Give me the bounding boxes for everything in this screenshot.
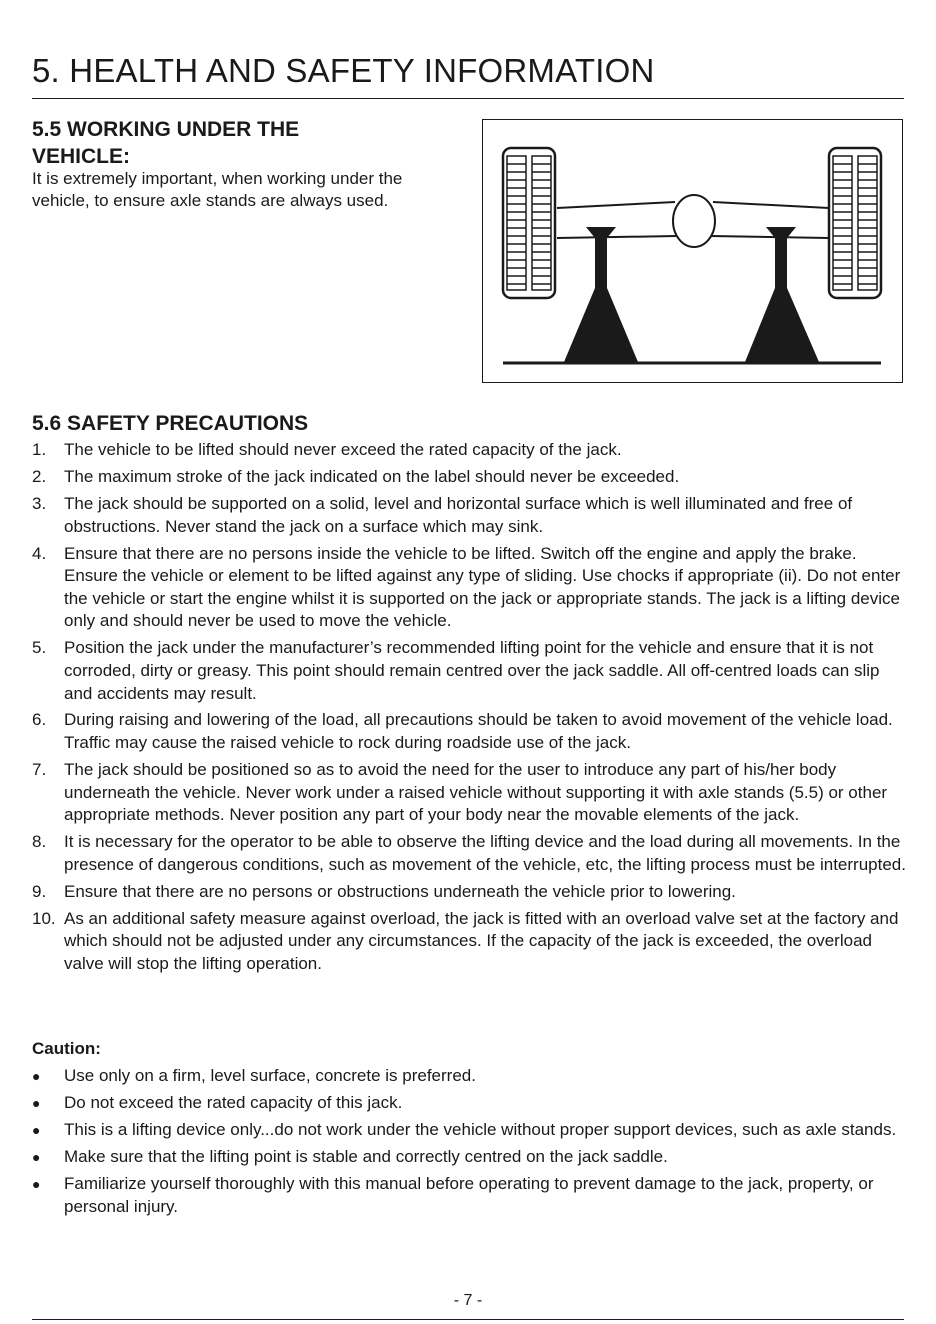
- bullet-icon: ●: [32, 1121, 41, 1138]
- list-item: 2. The maximum stroke of the jack indicated on the label should never be exceeded.: [32, 466, 680, 486]
- left-tyre: [503, 148, 555, 298]
- list-item: ● Use only on a firm, level surface, concrete is preferred.: [32, 1065, 906, 1088]
- differential-housing: [673, 195, 715, 247]
- list-item: 5. Position the jack under the manufacturer’s recommended lifting point for the vehicle and ensure that it is not corroded, dirty or greasy. This point should remain centred over the jack saddle. All off-centred loads can slip and accidents may result.: [32, 638, 880, 703]
- section-5-5-heading: [32, 116, 452, 170]
- section-5-6-heading: 5.6 SAFETY PRECAUTIONS: [32, 412, 309, 435]
- axle-stands-figure: [482, 119, 903, 383]
- bullet-icon: ●: [32, 1068, 41, 1084]
- list-item: 3. The jack should be supported on a solid, level and horizontal surface which is well illuminated and free of obstructions. Never stand the jack on a surface which may sink.: [32, 493, 853, 536]
- section-5-5-text: It is extremely important, when working under the vehicle, to ensure axle stands are always used.: [32, 169, 403, 210]
- list-item: 7. The jack should be positioned so as to avoid the need for the user to introduce any part of his/her body underneath the vehicle. Never work under a raised vehicle without supporting it with axle stands (5.5) or other appropriate methods. Never position any part of your body near the movable elements of the jack.: [32, 760, 888, 825]
- list-item: 10. As an additional safety measure against overload, the jack is fitted with an overload valve set at the factory and which should not be adjusted under any circumstances. If the capacity of the jack is exceeded, the overload valve will stop the lifting operation.: [32, 908, 899, 973]
- title-divider: [32, 98, 904, 99]
- section-5-5-heading-line2: VEHICLE:: [32, 145, 131, 168]
- bullet-icon: ●: [32, 1175, 41, 1192]
- list-item: 1. The vehicle to be lifted should never exceed the rated capacity of the jack.: [32, 440, 622, 459]
- right-tyre: [829, 148, 881, 298]
- list-item: ● Familiarize yourself thoroughly with this manual before operating to prevent damage to the jack, property, or personal injury.: [32, 1173, 874, 1216]
- bullet-icon: ●: [32, 1148, 41, 1165]
- axle-stands-diagram-icon: [483, 120, 904, 384]
- list-item: 8. It is necessary for the operator to be able to observe the lifting device and the load during all movements. In the presence of dangerous conditions, such as movement of the vehicle, etc, the lifting process must be interrupted.: [32, 832, 906, 874]
- section-5-5-heading-line1: 5.5 WORKING UNDER THE: [32, 118, 300, 141]
- right-axle-stand: [745, 227, 819, 362]
- footer-divider: [32, 1319, 904, 1320]
- page-title: 5. HEALTH AND SAFETY INFORMATION: [32, 52, 655, 89]
- safety-precautions-list: [32, 439, 906, 980]
- list-item: ● This is a lifting device only...do not work under the vehicle without proper support devices, such as axle stands.: [32, 1119, 906, 1142]
- left-axle-stand: [564, 227, 638, 362]
- list-item: ● Do not exceed the rated capacity of this jack.: [32, 1092, 906, 1115]
- bullet-icon: ●: [32, 1094, 41, 1111]
- caution-label: Caution:: [32, 1039, 101, 1058]
- page-number: - 7 -: [453, 1292, 483, 1309]
- list-item: ● Make sure that the lifting point is stable and correctly centred on the jack saddle.: [32, 1146, 906, 1169]
- list-item: 4. Ensure that there are no persons inside the vehicle to be lifted. Switch off the engine and apply the brake. Ensure the vehicle or element to be lifted against any type of sliding. Use chocks if appropriate (ii). Do not enter the vehicle or start the engine whilst it is supported on the jack or appropriate stands. The jack is a lifting device only and should never be used to move the vehicle.: [32, 543, 901, 631]
- caution-list: [32, 1065, 906, 1223]
- list-item: 6. During raising and lowering of the load, all precautions should be taken to avoid movement of the vehicle load. Traffic may cause the raised vehicle to rock during roadside use of the jack.: [32, 710, 893, 753]
- list-item: 9. Ensure that there are no persons or obstructions underneath the vehicle prior to lowering.: [32, 881, 736, 901]
